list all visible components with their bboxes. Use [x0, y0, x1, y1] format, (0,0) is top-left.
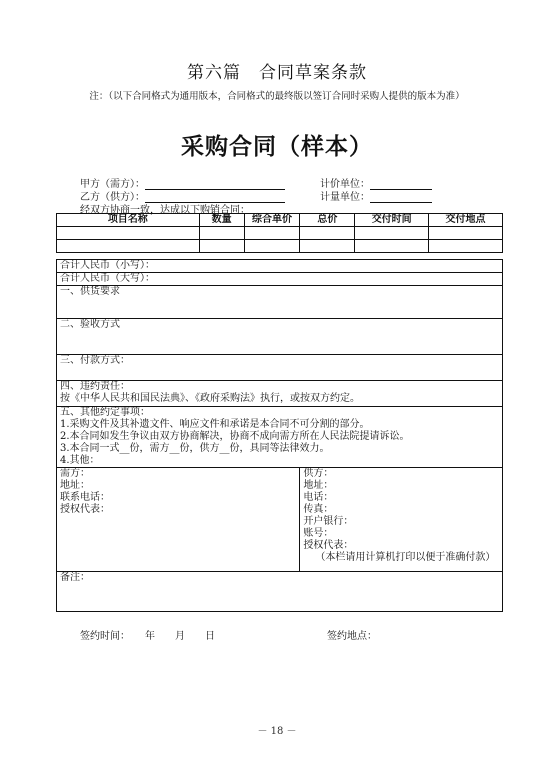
buyer-representative-label: 授权代表：: [60, 504, 110, 515]
supplier-info-cell: [300, 468, 503, 572]
other-term-item: 4.其他：: [60, 455, 100, 466]
col-quantity: 数量: [199, 214, 244, 227]
cell-empty[interactable]: [244, 227, 300, 240]
col-item-name: 项目名称: [57, 214, 200, 227]
supplier-fax-label: 传真：: [303, 504, 334, 515]
section-supply-requirements: 一、供货要求: [57, 286, 503, 319]
agreement-text: 经双方协商一致，达成以下购销合同：: [80, 205, 250, 216]
table-row: [57, 227, 503, 240]
spacer-cell: [57, 253, 503, 260]
contract-table: [56, 213, 503, 612]
sign-place: 签约地点：: [327, 631, 377, 642]
supplier-representative-label: 授权代表：: [303, 540, 354, 551]
section-payment-method: 三、付款方式：: [57, 355, 503, 381]
supplier-print-note: （本栏请用计算机打印以便于准确付款）: [315, 552, 496, 563]
buyer-label: 需方：: [60, 468, 90, 479]
part-title: 第六篇 合同草案条款: [187, 63, 367, 83]
cell-empty[interactable]: [199, 240, 244, 253]
cell-empty[interactable]: [355, 227, 429, 240]
measure-unit-row: [320, 188, 432, 203]
cell-empty[interactable]: [300, 227, 355, 240]
format-note: 注：（以下合同格式为通用版本，合同格式的最终版以签订合同时采购人提供的版本为准）: [89, 91, 465, 102]
supplier-account-label: 账号：: [303, 528, 334, 539]
col-unit-price: 综合单价: [244, 214, 300, 227]
col-delivery-place: 交付地点: [429, 214, 503, 227]
col-total-price: 总价: [300, 214, 355, 227]
cell-empty[interactable]: [57, 240, 200, 253]
cell-empty[interactable]: [300, 240, 355, 253]
cell-empty[interactable]: [244, 240, 300, 253]
table-row: [57, 240, 503, 253]
other-term-item: 2.本合同如发生争议由双方协商解决，协商不成向需方所在人民法院提请诉讼。: [60, 431, 410, 442]
buyer-phone-label: 联系电话：: [60, 492, 110, 503]
cell-empty[interactable]: [429, 227, 503, 240]
table-header-row: [57, 214, 503, 227]
cell-empty[interactable]: [429, 240, 503, 253]
total-upper: 合计人民币（大写）：: [57, 273, 503, 286]
supplier-label: 供方：: [303, 468, 334, 479]
col-delivery-time: 交付时间: [355, 214, 429, 227]
other-terms-title: 五、其他约定事项：: [60, 407, 150, 418]
buyer-info-cell: [57, 468, 300, 572]
sign-time: 签约时间： 年 月 日: [80, 631, 215, 642]
section-acceptance-method: 二、验收方式: [57, 319, 503, 355]
party-b-label: 乙方（供方）：: [80, 192, 145, 203]
cell-empty[interactable]: [57, 227, 200, 240]
other-term-item: 1.采购文件及其补遗文件、响应文件和承诺是本合同不可分割的部分。: [60, 419, 370, 430]
section-other-terms: [57, 407, 503, 468]
buyer-address-label: 地址：: [60, 480, 90, 491]
contract-title: 采购合同（样本）: [181, 133, 373, 160]
party-a-label: 甲方（需方）：: [80, 179, 145, 190]
measure-unit-field[interactable]: [370, 191, 432, 203]
supplier-address-label: 地址：: [303, 480, 334, 491]
cell-empty[interactable]: [355, 240, 429, 253]
section-liability: [57, 381, 503, 407]
total-lower: 合计人民币（小写）：: [57, 260, 503, 273]
price-unit-label: 计价单位：: [320, 179, 370, 190]
measure-unit-label: 计量单位：: [320, 192, 370, 203]
liability-text: 按《中华人民共和国民法典》、《政府采购法》执行，或按双方约定。: [60, 393, 360, 404]
other-term-item: 3.本合同一式__份，需方__份，供方__份，具同等法律效力。: [60, 443, 330, 454]
remarks-cell: 备注：: [57, 572, 503, 612]
table-row-spacer: [57, 253, 503, 260]
liability-title: 四、违约责任：: [60, 381, 130, 392]
supplier-phone-label: 电话：: [303, 492, 334, 503]
page-number: － 18 －: [257, 726, 297, 737]
cell-empty[interactable]: [199, 227, 244, 240]
supplier-bank-label: 开户银行：: [303, 516, 354, 527]
